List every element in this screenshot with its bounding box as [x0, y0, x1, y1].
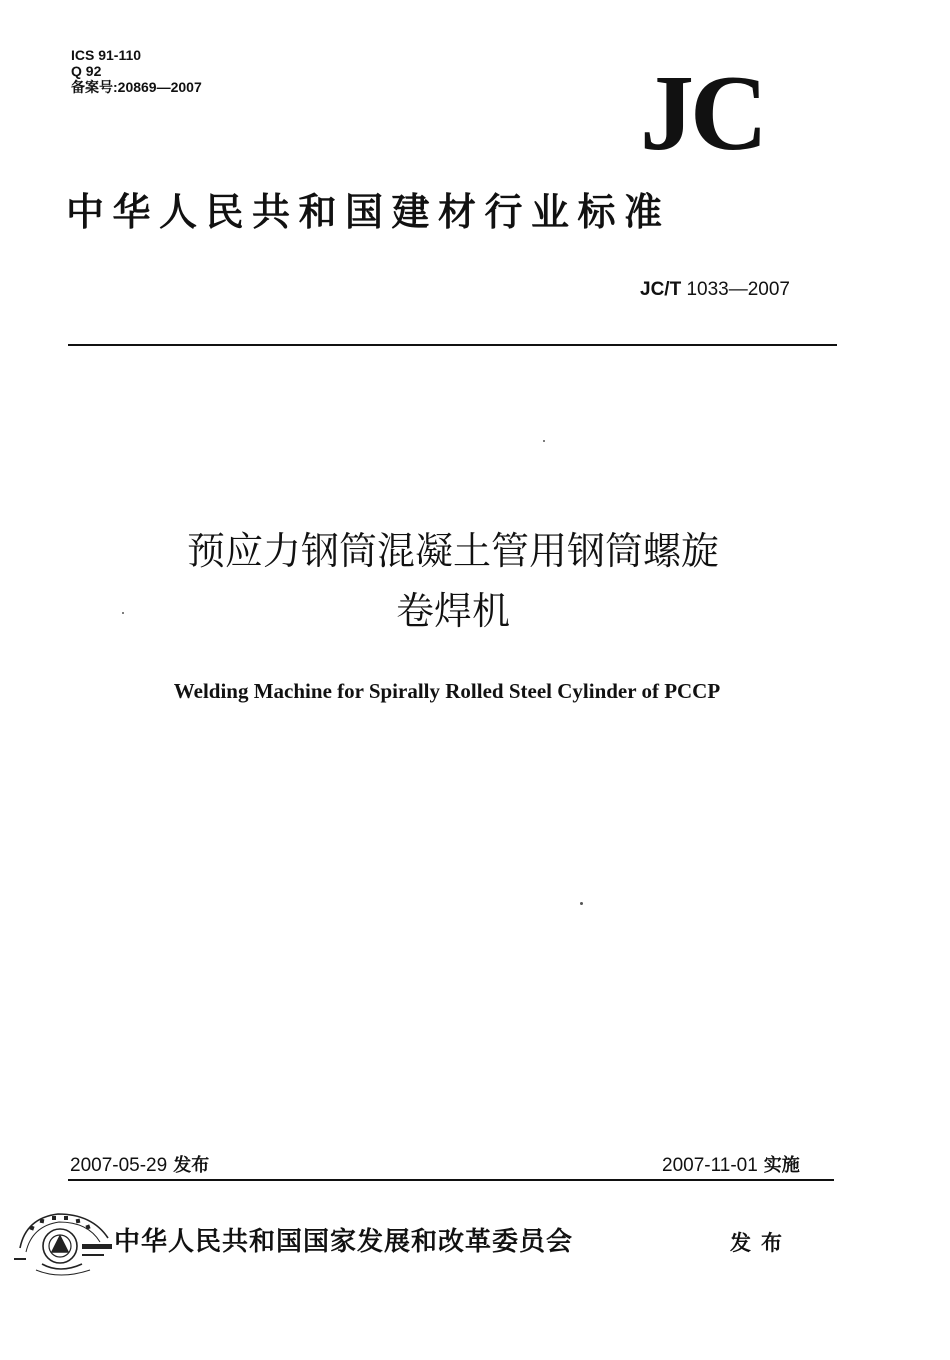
top-divider: [68, 344, 837, 346]
bottom-divider: [68, 1179, 834, 1181]
standard-type-heading: 中华人民共和国建材行业标准: [66, 190, 671, 234]
implement-date: 2007-11-01: [662, 1155, 758, 1176]
classification-block: [71, 47, 202, 95]
ics-code: ICS 91-110: [71, 47, 142, 63]
implement-date-row: [662, 1154, 800, 1178]
title-en: Welding Machine for Spirally Rolled Steel Cylinder of PCCP: [173, 679, 721, 703]
implement-label: 实施: [763, 1155, 800, 1176]
jc-logo: JC: [640, 54, 764, 173]
issue-label: 发布: [173, 1155, 210, 1176]
publisher-action: 发布: [730, 1231, 792, 1255]
standard-code-number: 1033—2007: [686, 279, 791, 300]
china-building-materials-press-emblem-icon: [12, 1208, 118, 1280]
standard-code-prefix: JC/T: [640, 279, 682, 300]
scan-speck: [580, 902, 583, 905]
issue-date-row: [70, 1154, 209, 1178]
title-zh-line2: 卷焊机: [395, 589, 510, 633]
scan-speck: [543, 440, 545, 442]
publisher-name: 中华人民共和国国家发展和改革委员会: [114, 1227, 574, 1257]
ccs-code: Q 92: [71, 63, 102, 79]
standard-number: [640, 279, 790, 301]
filing-number: 备案号:20869—2007: [71, 79, 202, 95]
title-zh-line1: 预应力钢筒混凝土管用钢筒螺旋: [186, 529, 719, 573]
scan-speck: [122, 612, 124, 614]
issue-date: 2007-05-29: [70, 1155, 168, 1176]
